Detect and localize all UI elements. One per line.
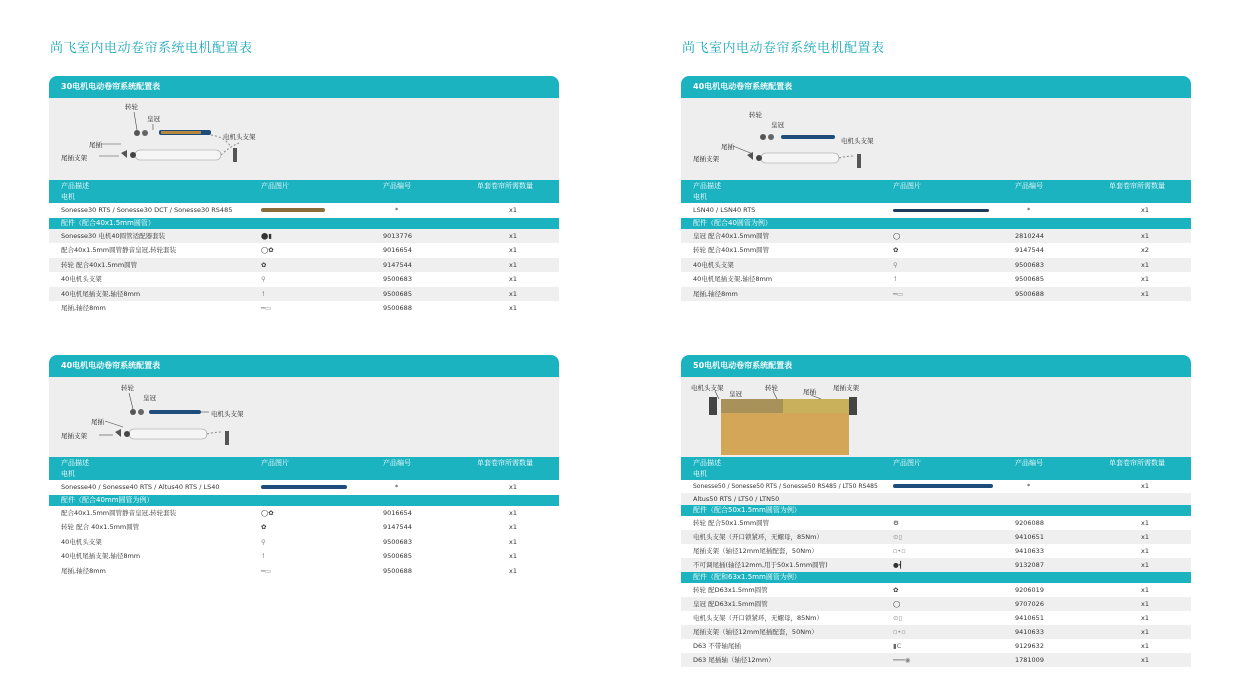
card-title: 40电机电动卷帘系统配置表 <box>681 76 1191 98</box>
assembly-diagram <box>49 98 559 180</box>
table-header: 产品描述 产品图片 产品编号 单套卷帘所需数量 <box>681 457 1191 469</box>
crown-wheel-kit-icon: ◯✿ <box>261 508 274 517</box>
assembly-diagram <box>681 377 1191 457</box>
motor-image <box>893 484 993 488</box>
label-tail-bracket: 尾插支架 <box>61 432 87 440</box>
table-row: 40电机尾插支架,轴径8mm ↿ 9500685 x1 <box>49 287 559 302</box>
label-crown: 皇冠 <box>771 121 784 129</box>
section-accessories-63: 配件（配和63x1.5mm圆管为例） <box>681 572 1191 583</box>
section-motor: 电机 <box>49 192 559 203</box>
tail-plug-icon: ●┫ <box>893 561 903 569</box>
tail-plug-icon: ━▭ <box>261 566 272 575</box>
head-bracket-icon: ⊙▯ <box>893 614 903 622</box>
table-row: 转轮 配合50x1.5mm圆管 ⚙ 9206088 x1 <box>681 516 1191 530</box>
table-row: 40电机尾插支架,轴径8mm ↿ 9500685 x1 <box>681 272 1191 287</box>
label-tail: 尾插 <box>721 143 734 151</box>
label-wheel: 转轮 <box>125 103 138 111</box>
assembly-drawing <box>49 98 249 180</box>
label-head-bracket: 电机头支架 <box>691 384 724 392</box>
tail-plug-icon: ━▭ <box>893 289 904 298</box>
tail-shaft-icon: ━━━◉ <box>893 656 911 664</box>
table-row: 转轮 配合 40x1.5mm圆管 ✿ 9147544 x1 <box>49 520 559 535</box>
tail-plug-icon: ━▭ <box>261 304 272 312</box>
table-row: 40电机头支架 ⚲ 9500683 x1 <box>681 258 1191 273</box>
assembly-diagram <box>49 377 559 457</box>
table-row: 尾插,轴径8mm ━▭ 9500688 x1 <box>49 301 559 316</box>
crown-wheel-kit-icon: ◯✿ <box>261 246 274 254</box>
label-tail-bracket: 尾插支架 <box>61 154 87 162</box>
head-bracket-icon: ⚲ <box>261 275 266 283</box>
card-40-motor-left <box>49 355 559 578</box>
table-row: 尾插支架（轴径12mm尾插配套，50Nm） ▫•▫ 9410633 x1 <box>681 544 1191 558</box>
label-tail: 尾插 <box>803 388 816 396</box>
right-page-title: 尚飞室内电动卷帘系统电机配置表 <box>682 41 885 56</box>
section-accessories: 配件（配合40圆管为例） <box>681 218 1191 229</box>
head-bracket-icon: ⚲ <box>893 260 898 269</box>
motor-image <box>261 208 325 212</box>
tail-bracket-icon: ↿ <box>261 289 267 298</box>
table-row: 转轮 配合40x1.5mm圆管 ✿ 9147544 x2 <box>681 243 1191 258</box>
crown-icon: ◯ <box>893 600 901 608</box>
motor-image <box>893 209 989 212</box>
table-row: 尾插支架（轴径12mm尾插配套，50Nm） ▫•▫ 9410633 x1 <box>681 625 1191 639</box>
table-header: 产品描述 产品图片 产品编号 单套卷帘所需数量 <box>49 180 559 192</box>
head-bracket-icon: ⊙▯ <box>893 533 903 541</box>
card-title: 40电机电动卷帘系统配置表 <box>49 355 559 377</box>
left-page-title: 尚飞室内电动卷帘系统电机配置表 <box>50 41 253 56</box>
motor-image <box>261 485 347 489</box>
table-row: 电机头支架（开口锁紧环，无螺母，85Nm） ⊙▯ 9410651 x1 <box>681 530 1191 544</box>
table-row: Sonesse40 / Sonesse40 RTS / Altus40 RTS / LS40 * x1 <box>61 483 517 491</box>
section-accessories: 配件（配合40x1.5mm圆管） <box>49 218 559 229</box>
label-head-bracket: 电机头支架 <box>211 410 244 418</box>
label-tail-bracket: 尾插支架 <box>833 384 859 392</box>
assembly-diagram <box>681 98 1191 180</box>
table-row: Sonesse30 电机40圆管适配器套装 ⬤▮ 9013776 x1 <box>49 229 559 244</box>
tail-bracket-icon: ↿ <box>261 552 267 560</box>
table-row: 40电机头支架 ⚲ 9500683 x1 <box>49 272 559 287</box>
table-row: 电机头支架（开口锁紧环，无螺母，85Nm） ⊙▯ 9410651 x1 <box>681 611 1191 625</box>
table-header: 产品描述 产品图片 产品编号 单套卷帘所需数量 <box>681 180 1191 192</box>
label-wheel: 转轮 <box>749 111 762 119</box>
tail-bracket-icon: ▫•▫ <box>893 547 906 555</box>
table-row: 尾插,轴径8mm ━▭ 9500688 x1 <box>49 564 559 579</box>
label-tail: 尾插 <box>91 418 104 426</box>
table-row: D63 不带轴尾插 ▮C 9129632 x1 <box>681 639 1191 653</box>
assembly-drawing <box>49 377 249 457</box>
label-crown: 皇冠 <box>147 115 160 123</box>
tail-bracket-icon: ↿ <box>893 275 899 283</box>
tail-plug-no-shaft-icon: ▮C <box>893 642 902 650</box>
label-head-bracket: 电机头支架 <box>223 133 256 141</box>
table-row: Sonesse50 / Sonesse50 RTS / Sonesse50 RS485 / LT50 RS485 * x1 <box>693 482 1149 490</box>
table-row: D63 尾插轴（轴径12mm） ━━━◉ 1781009 x1 <box>681 653 1191 667</box>
table-row: 配合40x1.5mm圆管静音皇冠,转轮套装 ◯✿ 9016654 x1 <box>49 506 559 521</box>
table-header: 产品描述 产品图片 产品编号 单套卷帘所需数量 <box>49 457 559 469</box>
card-title: 30电机电动卷帘系统配置表 <box>49 76 559 98</box>
section-motor: 电机 <box>681 192 1191 203</box>
table-row: Sonesse30 RTS / Sonesse30 DCT / Sonesse30 RS485 * x1 <box>61 206 517 214</box>
assembly-drawing <box>681 377 881 457</box>
table-row: 配合40x1.5mm圆管静音皇冠,转轮套装 ◯✿ 9016654 x1 <box>49 243 559 258</box>
wheel-icon: ✿ <box>893 586 899 594</box>
tail-bracket-icon: ▫•▫ <box>893 628 906 636</box>
label-crown: 皇冠 <box>729 390 742 398</box>
card-30-motor <box>49 76 559 316</box>
section-accessories: 配件（配合40mm圆管为例） <box>49 495 559 506</box>
table-row: 皇冠 配D63x1.5mm圆管 ◯ 9707026 x1 <box>681 597 1191 611</box>
label-tail: 尾插 <box>89 141 102 149</box>
table-row: 40电机头支架 ⚲ 9500683 x1 <box>49 535 559 550</box>
label-wheel: 转轮 <box>765 384 778 392</box>
crown-icon: ◯ <box>893 231 901 240</box>
section-motor: 电机 <box>49 469 559 480</box>
table-row: 皇冠 配合40x1.5mm圆管 ◯ 2810244 x1 <box>681 229 1191 244</box>
assembly-drawing <box>681 98 881 180</box>
table-row: 不可调尾插(轴径12mm,用于50x1.5mm圆管) ●┫ 9132087 x1 <box>681 558 1191 572</box>
accessory-rows <box>49 229 559 316</box>
head-bracket-icon: ⚲ <box>261 537 266 546</box>
card-50-motor <box>681 355 1191 667</box>
table-row: 尾插,轴径8mm ━▭ 9500688 x1 <box>681 287 1191 302</box>
wheel-icon: ✿ <box>261 523 267 531</box>
table-row: 转轮 配合40x1.5mm圆管 ✿ 9147544 x1 <box>49 258 559 273</box>
label-head-bracket: 电机头支架 <box>841 137 874 145</box>
label-wheel: 转轮 <box>121 384 134 392</box>
wheel-icon: ✿ <box>893 246 899 254</box>
table-row: 转轮 配D63x1.5mm圆管 ✿ 9206019 x1 <box>681 583 1191 597</box>
section-motor: 电机 <box>681 469 1191 480</box>
label-crown: 皇冠 <box>143 394 156 402</box>
table-row: LSN40 / LSN40 RTS * x1 <box>693 206 1149 214</box>
table-row: Altus50 RTS / LT50 / LTN50 <box>681 493 1191 505</box>
wheel-icon: ⚙ <box>893 519 899 527</box>
wheel-icon: ✿ <box>261 260 267 269</box>
section-accessories: 配件（配合50x1.5mm圆管为例） <box>681 505 1191 516</box>
card-40-motor-right <box>681 76 1191 301</box>
label-tail-bracket: 尾插支架 <box>693 155 719 163</box>
card-title: 50电机电动卷帘系统配置表 <box>681 355 1191 377</box>
table-row: 40电机尾插支架,轴径8mm ↿ 9500685 x1 <box>49 549 559 564</box>
adapter-kit-icon: ⬤▮ <box>261 231 272 240</box>
